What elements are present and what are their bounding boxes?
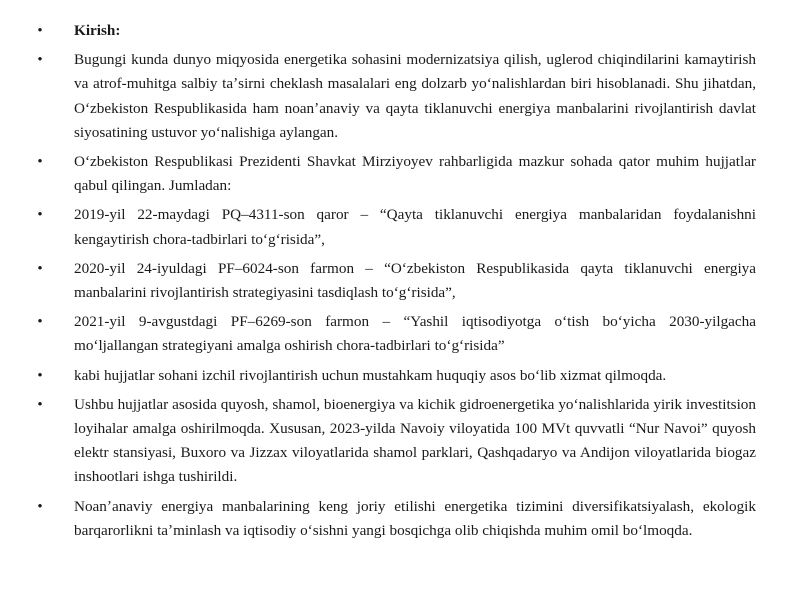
bullet-icon: • xyxy=(37,396,43,413)
paragraph-text: 2020-yil 24-iyuldagi PF–6024-son farmon – “Oʻzbekiston Respublikasida qayta tiklanuvchi energiya manbalarini rivojlantirish strategiyasini tasdiqlash toʻgʻrisida”, xyxy=(74,259,756,302)
paragraph-text: 2019-yil 22-maydagi PQ–4311-son qaror – “Qayta tiklanuvchi energiya manbalaridan foydalanishni kengaytirish chora-tadbirlari toʻgʻrisida”, xyxy=(74,206,756,248)
list-item xyxy=(34,393,756,490)
bullet-icon: • xyxy=(37,154,43,171)
bullet-icon: • xyxy=(37,367,43,384)
paragraph-text: 2021-yil 9-avgustdagi PF–6269-son farmon – “Yashil iqtisodiyotga oʻtish boʻyicha 2030-yilgacha moʻljallangan strategiyani amalga oshirish chora-tadbirlari toʻgʻrisida” xyxy=(74,313,756,355)
bullet-icon: • xyxy=(37,52,43,69)
list-item xyxy=(34,310,756,358)
list-item xyxy=(34,495,756,543)
list-item xyxy=(34,257,756,305)
bullet-icon: • xyxy=(37,207,43,224)
bullet-icon: • xyxy=(37,23,43,39)
list-item xyxy=(34,48,756,145)
section-heading: Kirish: xyxy=(74,22,121,39)
list-item xyxy=(34,203,756,251)
paragraph-text: Noanʼanaviy energiya manbalarining keng joriy etilishi energetika tizimini diversifikatsiyalash, ekologik barqarorlikni taʼminlash va iqtisodiy oʻsishni yangi bosqichga olib chiqishda muhim omil boʻlmoqda. xyxy=(74,497,756,539)
paragraph-text: Bugungi kunda dunyo miqyosida energetika sohasini modernizatsiya qilish, uglerod chiqindilarini kamaytirish va atrof-muhitga salbiy taʼsirni cheklash masalalari eng dolzarb yoʻnalishlardan biri hisoblanadi. Shu jihatdan, Oʻzbekiston Respublikasida ham noanʼanaviy va qayta tiklanuvchi energiya manbalarini rivojlantirish davlat siyosatining ustuvor yoʻnalishiga aylangan. xyxy=(74,51,756,141)
list-item xyxy=(34,364,756,388)
paragraph-text: Oʻzbekiston Respublikasi Prezidenti Shavkat Mirziyoyev rahbarligida mazkur sohada qator muhim hujjatlar qabul qilingan. Jumladan: xyxy=(74,153,756,195)
bullet-icon: • xyxy=(37,314,43,331)
bullet-icon: • xyxy=(37,260,43,277)
bullet-list xyxy=(34,19,756,543)
list-item xyxy=(34,150,756,198)
list-item-heading xyxy=(34,19,756,43)
bullet-icon: • xyxy=(37,498,43,515)
paragraph-text: kabi hujjatlar sohani izchil rivojlantirish uchun mustahkam huquqiy asos boʻlib xizmat qilmoqda. xyxy=(74,366,667,384)
paragraph-text: Ushbu hujjatlar asosida quyosh, shamol, bioenergiya va kichik gidroenergetika yoʻnalishlarida yirik investitsion loyihalar amalga oshirilmoqda. Xususan, 2023-yilda Navoiy viloyatida 100 MVt quvvatli “Nur Navoi” quyosh elektr stansiyasi, Buxoro va Jizzax viloyatlarida shamol parklari, Qashqadaryo va Andijon viloyatlarida biogaz inshootlari ishga tushirildi. xyxy=(74,395,756,486)
